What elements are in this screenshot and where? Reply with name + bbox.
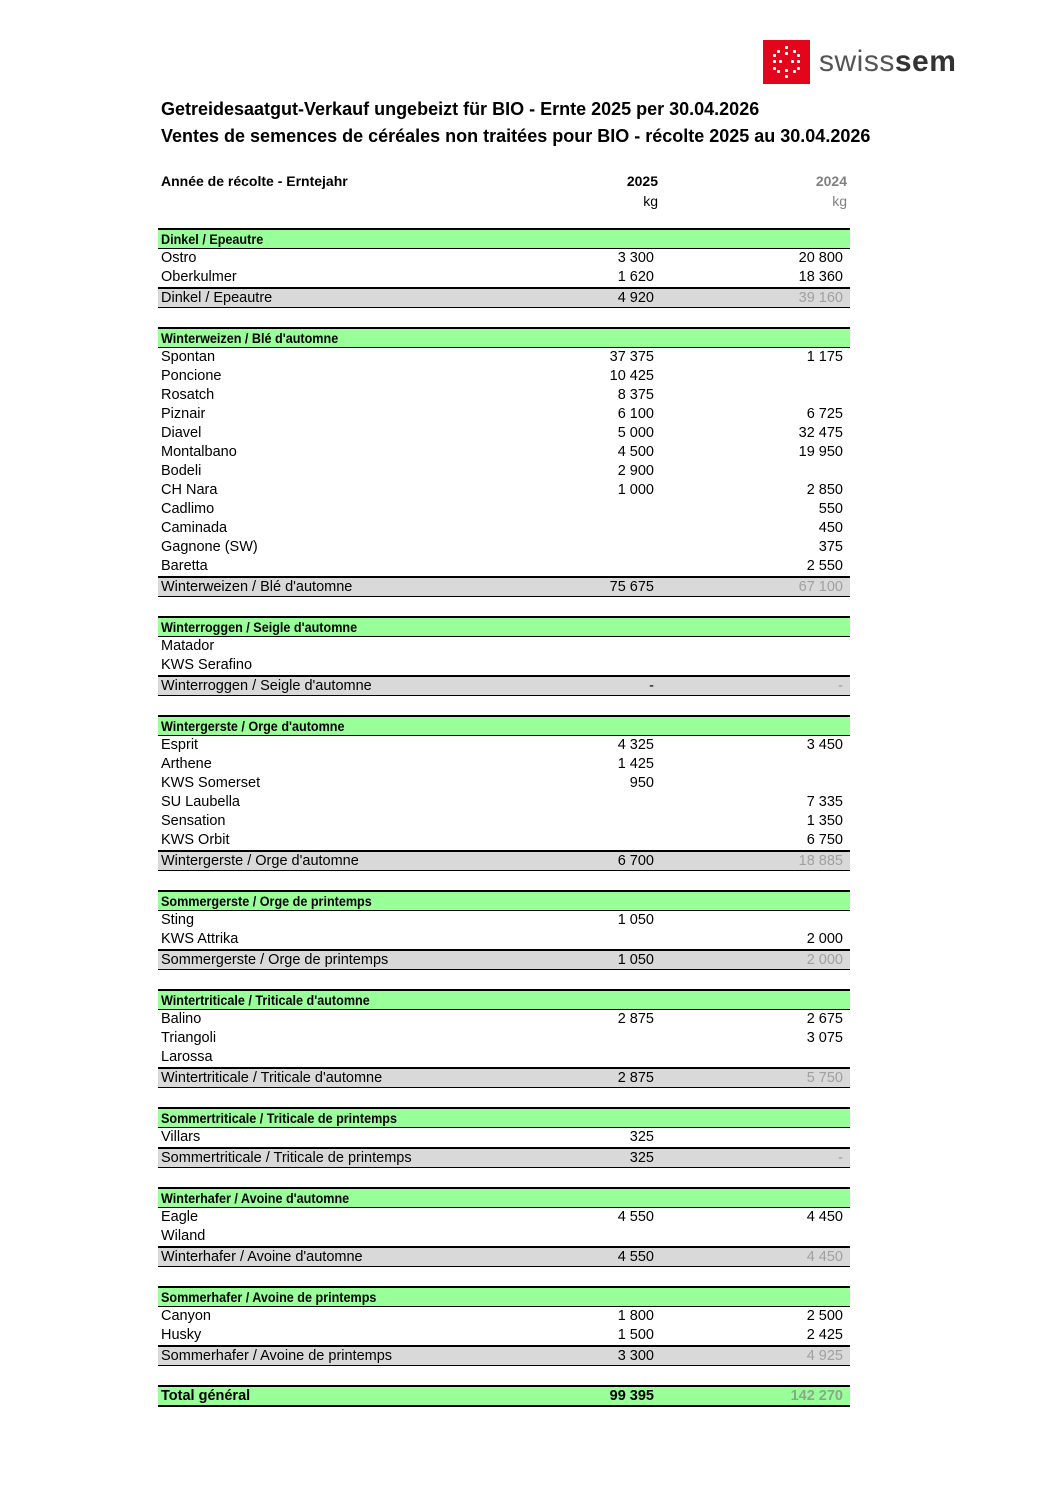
variety-row bbox=[158, 1326, 850, 1345]
variety-row-label: Wiland bbox=[161, 1228, 206, 1244]
crop-section bbox=[158, 715, 850, 871]
subtotal-row bbox=[158, 949, 850, 970]
logo-dot bbox=[785, 52, 788, 55]
subtotal-row-label: Wintergerste / Orge d'automne bbox=[161, 853, 359, 869]
logo-dot bbox=[777, 50, 780, 53]
subtotal-row-value-2025: 6 700 bbox=[617, 853, 654, 869]
variety-row-label: Ostro bbox=[161, 250, 197, 266]
grand-total-row-label: Total général bbox=[161, 1388, 251, 1404]
variety-row bbox=[158, 656, 850, 675]
subtotal-row bbox=[158, 850, 850, 871]
variety-row bbox=[158, 637, 850, 656]
variety-row-value-2024: 2 425 bbox=[806, 1327, 843, 1343]
variety-row-label: Eagle bbox=[161, 1209, 199, 1225]
subtotal-row-value-2025: 1 050 bbox=[617, 952, 654, 968]
variety-row-label: SU Laubella bbox=[161, 794, 240, 810]
logo-dot bbox=[785, 75, 788, 78]
crop-section bbox=[158, 1107, 850, 1168]
logo-dot bbox=[777, 70, 780, 73]
subtotal-row-value-2024: - bbox=[838, 678, 843, 694]
variety-row-value-2025: 1 500 bbox=[617, 1327, 654, 1343]
variety-row-label: Sensation bbox=[161, 813, 226, 829]
variety-row-value-2025: 1 800 bbox=[617, 1308, 654, 1324]
logo-dot bbox=[773, 54, 776, 57]
swiss-cross-dots-logo-icon bbox=[763, 40, 810, 84]
subtotal-row-label: Winterroggen / Seigle d'automne bbox=[161, 678, 372, 694]
variety-row bbox=[158, 930, 850, 949]
section-header-label: Winterhafer / Avoine d'automne bbox=[161, 1190, 350, 1206]
variety-row bbox=[158, 1048, 850, 1067]
section-header-label: Wintertriticale / Triticale d'automne bbox=[161, 992, 370, 1008]
subtotal-row-label: Winterhafer / Avoine d'automne bbox=[161, 1249, 363, 1265]
subtotal-row bbox=[158, 1147, 850, 1168]
variety-row-value-2025: 4 550 bbox=[617, 1209, 654, 1225]
variety-row bbox=[158, 1227, 850, 1246]
variety-row bbox=[158, 755, 850, 774]
variety-row-label: KWS Serafino bbox=[161, 657, 253, 673]
subtotal-row bbox=[158, 576, 850, 597]
subtotal-row-value-2024: 18 885 bbox=[798, 853, 843, 869]
section-header-label: Dinkel / Epeautre bbox=[161, 231, 264, 247]
variety-row-value-2025: 4 325 bbox=[617, 737, 654, 753]
logo-dot bbox=[797, 60, 800, 63]
subtotal-row-value-2025: 3 300 bbox=[617, 1348, 654, 1364]
section-header bbox=[158, 228, 850, 249]
variety-row-label: Spontan bbox=[161, 349, 216, 365]
variety-row-value-2025: 2 900 bbox=[617, 463, 654, 479]
subtotal-row bbox=[158, 675, 850, 696]
variety-row-value-2024: 2 550 bbox=[806, 558, 843, 574]
variety-row-label: Matador bbox=[161, 638, 215, 654]
variety-row-value-2024: 3 075 bbox=[806, 1030, 843, 1046]
logo-dot bbox=[793, 70, 796, 73]
subtotal-row-label: Wintertriticale / Triticale d'automne bbox=[161, 1070, 383, 1086]
unit-2025: kg bbox=[643, 193, 658, 209]
variety-row bbox=[158, 831, 850, 850]
section-header bbox=[158, 890, 850, 911]
variety-row-value-2024: 1 175 bbox=[806, 349, 843, 365]
section-header bbox=[158, 715, 850, 736]
variety-row-value-2025: 4 500 bbox=[617, 444, 654, 460]
variety-row-value-2024: 6 750 bbox=[806, 832, 843, 848]
variety-row-value-2024: 32 475 bbox=[798, 425, 843, 441]
variety-row-label: Bodeli bbox=[161, 463, 202, 479]
variety-row-value-2025: 6 100 bbox=[617, 406, 654, 422]
variety-row-value-2024: 1 350 bbox=[806, 813, 843, 829]
variety-row-value-2025: 10 425 bbox=[609, 368, 654, 384]
section-header-label: Sommerhafer / Avoine de printemps bbox=[161, 1289, 377, 1305]
subtotal-row-label: Sommergerste / Orge de printemps bbox=[161, 952, 389, 968]
variety-row bbox=[158, 1010, 850, 1029]
variety-row-value-2024: 6 725 bbox=[806, 406, 843, 422]
crop-section bbox=[158, 1187, 850, 1267]
subtotal-row-value-2024: 4 925 bbox=[806, 1348, 843, 1364]
variety-row bbox=[158, 443, 850, 462]
variety-row-value-2024: 2 850 bbox=[806, 482, 843, 498]
variety-row bbox=[158, 268, 850, 287]
variety-row-label: Diavel bbox=[161, 425, 202, 441]
variety-row bbox=[158, 386, 850, 405]
subtotal-row-value-2024: 4 450 bbox=[806, 1249, 843, 1265]
variety-row bbox=[158, 462, 850, 481]
variety-row-value-2025: 37 375 bbox=[609, 349, 654, 365]
variety-row-value-2024: 450 bbox=[818, 520, 843, 536]
crop-section bbox=[158, 616, 850, 696]
variety-row bbox=[158, 1029, 850, 1048]
logo-dot bbox=[773, 67, 776, 70]
subtotal-row-label: Sommertriticale / Triticale de printemps bbox=[161, 1150, 412, 1166]
section-header bbox=[158, 1107, 850, 1128]
logo-dot bbox=[773, 60, 776, 63]
variety-row-label: Arthene bbox=[161, 756, 212, 772]
variety-row-value-2024: 4 450 bbox=[806, 1209, 843, 1225]
variety-row bbox=[158, 538, 850, 557]
variety-row-value-2024: 20 800 bbox=[798, 250, 843, 266]
year-2025-header: 2025 bbox=[626, 173, 658, 189]
crop-section bbox=[158, 228, 850, 308]
section-header bbox=[158, 616, 850, 637]
logo-dot bbox=[797, 67, 800, 70]
subtotal-row-value-2024: 5 750 bbox=[806, 1070, 843, 1086]
title-french: Ventes de semences de céréales non traitées pour BIO - récolte 2025 au 30.04.2026 bbox=[161, 126, 871, 146]
variety-row-label: Villars bbox=[161, 1129, 201, 1145]
variety-row-value-2025: 1 425 bbox=[617, 756, 654, 772]
variety-row bbox=[158, 774, 850, 793]
variety-row bbox=[158, 424, 850, 443]
unit-2024: kg bbox=[832, 193, 847, 209]
variety-row-value-2025: 1 000 bbox=[617, 482, 654, 498]
subtotal-row-value-2025: 4 550 bbox=[617, 1249, 654, 1265]
crop-section bbox=[158, 327, 850, 597]
section-header-label: Winterweizen / Blé d'automne bbox=[161, 330, 339, 346]
logo-dot bbox=[785, 46, 788, 49]
variety-row-label: Gagnone (SW) bbox=[161, 539, 258, 555]
subtotal-row bbox=[158, 287, 850, 308]
logo-dot bbox=[779, 60, 782, 63]
crop-section bbox=[158, 890, 850, 970]
variety-row-label: Caminada bbox=[161, 520, 228, 536]
variety-row-value-2024: 2 500 bbox=[806, 1308, 843, 1324]
variety-row bbox=[158, 405, 850, 424]
subtotal-row-value-2024: 39 160 bbox=[798, 290, 843, 306]
variety-row-value-2024: 19 950 bbox=[798, 444, 843, 460]
variety-row-label: Canyon bbox=[161, 1308, 211, 1324]
brand-name: swisssem bbox=[819, 45, 957, 78]
logo-dot bbox=[797, 54, 800, 57]
variety-row-value-2025: 1 050 bbox=[617, 912, 654, 928]
variety-row-value-2025: 1 620 bbox=[617, 269, 654, 285]
subtotal-row bbox=[158, 1246, 850, 1267]
subtotal-row-value-2025: 2 875 bbox=[617, 1070, 654, 1086]
section-header-label: Wintergerste / Orge d'automne bbox=[161, 718, 345, 734]
variety-row-value-2025: 2 875 bbox=[617, 1011, 654, 1027]
variety-row bbox=[158, 911, 850, 930]
subtotal-row-value-2025: - bbox=[649, 678, 654, 694]
subtotal-row-value-2024: 67 100 bbox=[798, 579, 843, 595]
subtotal-row-label: Sommerhafer / Avoine de printemps bbox=[161, 1348, 393, 1364]
variety-row-label: Sting bbox=[161, 912, 195, 928]
logo-dot bbox=[785, 69, 788, 72]
variety-row bbox=[158, 1307, 850, 1326]
title-german: Getreidesaatgut-Verkauf ungebeizt für BIO - Ernte 2025 per 30.04.2026 bbox=[161, 99, 760, 119]
variety-row bbox=[158, 367, 850, 386]
variety-row-value-2025: 325 bbox=[629, 1129, 654, 1145]
variety-row bbox=[158, 500, 850, 519]
subtotal-row-value-2025: 4 920 bbox=[617, 290, 654, 306]
variety-row bbox=[158, 481, 850, 500]
subtotal-row-value-2024: - bbox=[838, 1150, 843, 1166]
subtotal-row bbox=[158, 1067, 850, 1088]
variety-row-label: KWS Somerset bbox=[161, 775, 261, 791]
variety-row-label: Cadlimo bbox=[161, 501, 215, 517]
subtotal-row-value-2025: 75 675 bbox=[609, 579, 654, 595]
subtotal-row-value-2025: 325 bbox=[629, 1150, 654, 1166]
grand-total-row-value-2025: 99 395 bbox=[609, 1388, 654, 1404]
variety-row-label: Larossa bbox=[161, 1049, 213, 1065]
variety-row bbox=[158, 736, 850, 755]
section-header bbox=[158, 989, 850, 1010]
crop-section bbox=[158, 989, 850, 1088]
variety-row-label: Rosatch bbox=[161, 387, 215, 403]
variety-row-label: Husky bbox=[161, 1327, 202, 1343]
section-header-label: Sommergerste / Orge de printemps bbox=[161, 893, 372, 909]
year-2024-header: 2024 bbox=[815, 173, 847, 189]
variety-row-value-2024: 2 000 bbox=[806, 931, 843, 947]
variety-row bbox=[158, 249, 850, 268]
section-header bbox=[158, 327, 850, 348]
subtotal-row-label: Winterweizen / Blé d'automne bbox=[161, 579, 353, 595]
variety-row-label: Esprit bbox=[161, 737, 199, 753]
variety-row-label: Triangoli bbox=[161, 1030, 217, 1046]
variety-row-label: KWS Attrika bbox=[161, 931, 239, 947]
variety-row bbox=[158, 1128, 850, 1147]
subtotal-row bbox=[158, 1345, 850, 1366]
variety-row bbox=[158, 1208, 850, 1227]
variety-row-label: Oberkulmer bbox=[161, 269, 237, 285]
variety-row-value-2024: 3 450 bbox=[806, 737, 843, 753]
variety-row-label: Poncione bbox=[161, 368, 222, 384]
variety-row-label: KWS Orbit bbox=[161, 832, 230, 848]
variety-row-value-2025: 8 375 bbox=[617, 387, 654, 403]
variety-row-value-2025: 5 000 bbox=[617, 425, 654, 441]
variety-row-label: CH Nara bbox=[161, 482, 218, 498]
harvest-year-label: Année de récolte - Erntejahr bbox=[161, 173, 348, 189]
variety-row-value-2025: 950 bbox=[629, 775, 654, 791]
section-header bbox=[158, 1187, 850, 1208]
variety-row-value-2024: 7 335 bbox=[806, 794, 843, 810]
subtotal-row-label: Dinkel / Epeautre bbox=[161, 290, 273, 306]
variety-row-value-2024: 375 bbox=[818, 539, 843, 555]
variety-row bbox=[158, 793, 850, 812]
sales-table bbox=[158, 228, 850, 1407]
variety-row-label: Baretta bbox=[161, 558, 208, 574]
variety-row bbox=[158, 348, 850, 367]
variety-row-label: Balino bbox=[161, 1011, 202, 1027]
variety-row-value-2024: 18 360 bbox=[798, 269, 843, 285]
section-header-label: Sommertriticale / Triticale de printemps bbox=[161, 1110, 397, 1126]
variety-row-value-2024: 550 bbox=[818, 501, 843, 517]
logo-dot bbox=[793, 50, 796, 53]
variety-row-label: Piznair bbox=[161, 406, 206, 422]
variety-row-label: Montalbano bbox=[161, 444, 237, 460]
logo-dot bbox=[791, 60, 794, 63]
grand-total-row-value-2024: 142 270 bbox=[790, 1388, 843, 1404]
variety-row bbox=[158, 519, 850, 538]
variety-row-value-2025: 3 300 bbox=[617, 250, 654, 266]
section-header-label: Winterroggen / Seigle d'automne bbox=[161, 619, 358, 635]
variety-row bbox=[158, 557, 850, 576]
variety-row-value-2024: 2 675 bbox=[806, 1011, 843, 1027]
variety-row bbox=[158, 812, 850, 831]
section-header bbox=[158, 1286, 850, 1307]
crop-section bbox=[158, 1286, 850, 1366]
grand-total-row bbox=[158, 1385, 850, 1407]
swisssem-logo bbox=[763, 40, 956, 84]
subtotal-row-value-2024: 2 000 bbox=[806, 952, 843, 968]
